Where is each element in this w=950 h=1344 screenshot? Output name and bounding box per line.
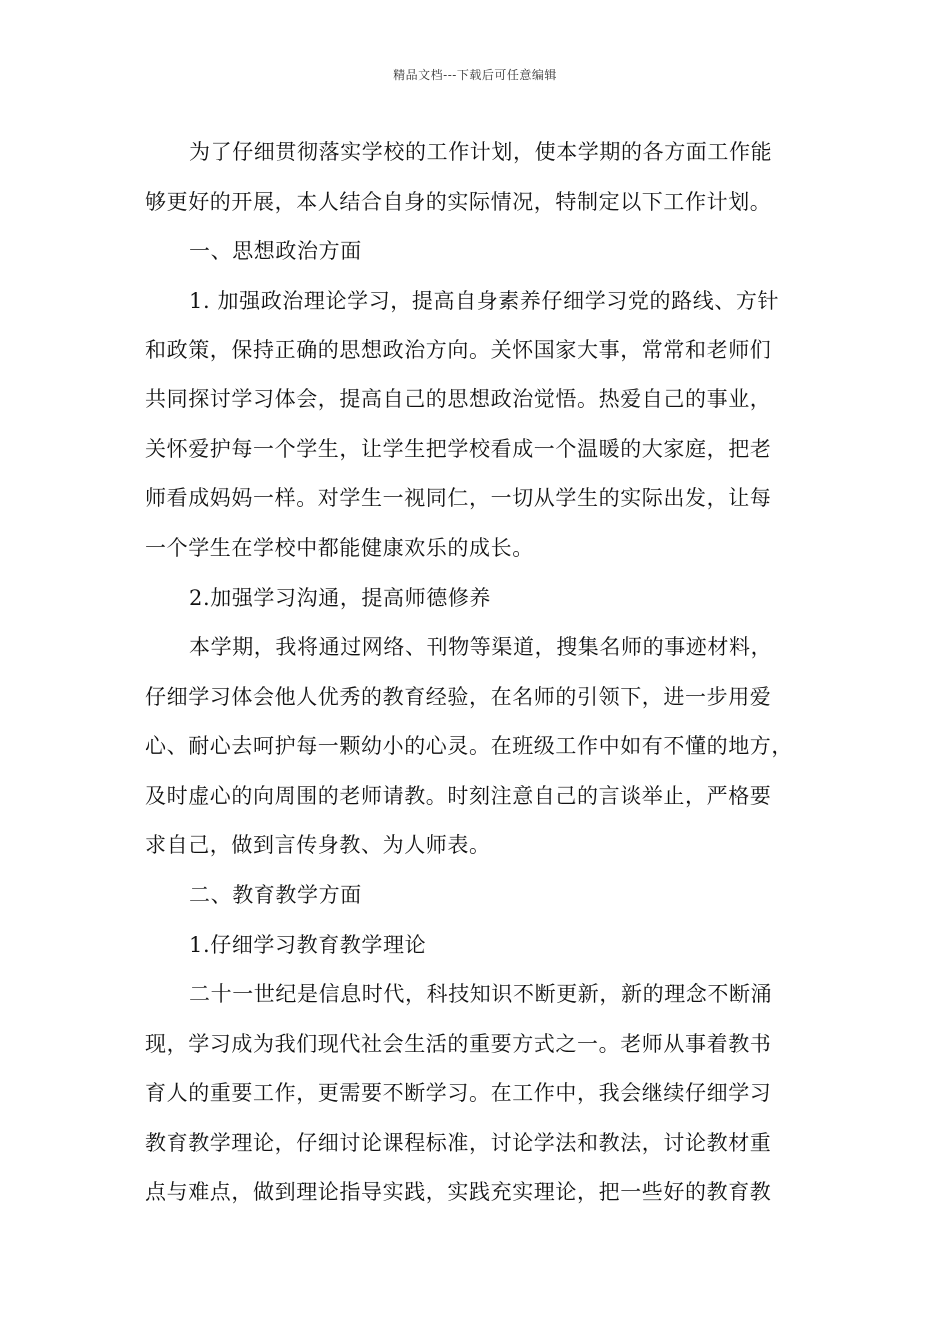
paragraph-line: 二十一世纪是信息时代，科技知识不断更新，新的理念不断涌 — [189, 982, 773, 1006]
page-header: 精品文档---下载后可任意编辑 — [393, 68, 557, 82]
paragraph-line: 现，学习成为我们现代社会生活的重要方式之一。老师从事着教书 — [145, 1032, 772, 1056]
paragraph-line: 教育教学理论，仔细讨论课程标准，讨论学法和教法，讨论教材重 — [145, 1131, 772, 1155]
paragraph-line: 和政策，保持正确的思想政治方向。关怀国家大事，常常和老师们 — [145, 338, 772, 362]
subsection-heading: 1.仔细学习教育教学理论 — [189, 933, 427, 957]
subsection-heading: 1. 加强政治理论学习，提高自身素养仔细学习党的路线、方针 — [189, 289, 780, 313]
paragraph-line: 求自己，做到言传身教、为人师表。 — [145, 833, 491, 857]
paragraph-line: 师看成妈妈一样。对学生一视同仁，一切从学生的实际出发，让每 — [145, 486, 772, 510]
paragraph-line: 为了仔细贯彻落实学校的工作计划，使本学期的各方面工作能 — [189, 140, 773, 164]
section-heading: 二、教育教学方面 — [189, 883, 362, 907]
paragraph-line: 够更好的开展，本人结合自身的实际情况，特制定以下工作计划。 — [145, 190, 772, 214]
paragraph-line: 点与难点，做到理论指导实践，实践充实理论，把一些好的教育教 — [145, 1180, 772, 1204]
section-heading: 一、思想政治方面 — [189, 239, 362, 263]
paragraph-line: 育人的重要工作，更需要不断学习。在工作中，我会继续仔细学习 — [145, 1081, 772, 1105]
paragraph-line: 及时虚心的向周围的老师请教。时刻注意自己的言谈举止，严格要 — [145, 784, 772, 808]
paragraph-line: 仔细学习体会他人优秀的教育经验，在名师的引领下，进一步用爱 — [145, 685, 772, 709]
paragraph-line: 一个学生在学校中都能健康欢乐的成长。 — [145, 536, 534, 560]
paragraph-line: 本学期，我将通过网络、刊物等渠道，搜集名师的事迹材料， — [189, 635, 773, 659]
paragraph-line: 共同探讨学习体会，提高自己的思想政治觉悟。热爱自己的事业， — [145, 387, 772, 411]
paragraph-line: 关怀爱护每一个学生，让学生把学校看成一个温暖的大家庭，把老 — [145, 437, 772, 461]
paragraph-line: 心、耐心去呵护每一颗幼小的心灵。在班级工作中如有不懂的地方， — [145, 734, 793, 758]
subsection-heading: 2.加强学习沟通，提高师德修养 — [189, 586, 492, 610]
